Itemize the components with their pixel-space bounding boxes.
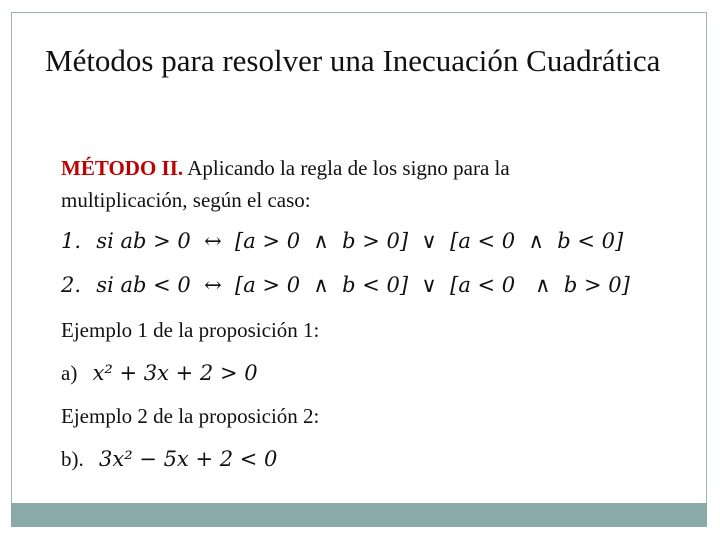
method-line-1 [61, 156, 510, 181]
rule-1-number: 1. [61, 229, 82, 253]
example-1-label: Ejemplo 1 de la proposición 1: [61, 318, 320, 342]
rule-2 [61, 273, 630, 298]
method-line-2: multiplicación, según el caso: [61, 188, 311, 212]
rule-2-formula: si ab < 0 ↔ [a > 0 ∧ b < 0] ∨ [a < 0 ∧ b > 0] [96, 273, 630, 297]
rule-1 [61, 229, 623, 254]
example-a [61, 361, 258, 386]
slide-footer-bar [11, 503, 707, 527]
rule-2-number: 2. [61, 273, 82, 297]
example-b-label: b). [61, 447, 84, 471]
example-a-label: a) [61, 361, 78, 385]
rule-1-formula: si ab > 0 ↔ [a > 0 ∧ b > 0] ∨ [a < 0 ∧ b < 0] [96, 229, 624, 253]
slide-title: Métodos para resolver una Inecuación Cuadrática [45, 43, 661, 78]
example-b [61, 447, 277, 472]
example-2-label: Ejemplo 2 de la proposición 2: [61, 404, 320, 428]
method-label: MÉTODO II. [61, 156, 184, 180]
method-text-1: Aplicando la regla de los signo para la [187, 156, 510, 180]
example-b-formula: 3x² − 5x + 2 < 0 [99, 447, 278, 471]
example-a-formula: x² + 3x + 2 > 0 [92, 361, 258, 385]
